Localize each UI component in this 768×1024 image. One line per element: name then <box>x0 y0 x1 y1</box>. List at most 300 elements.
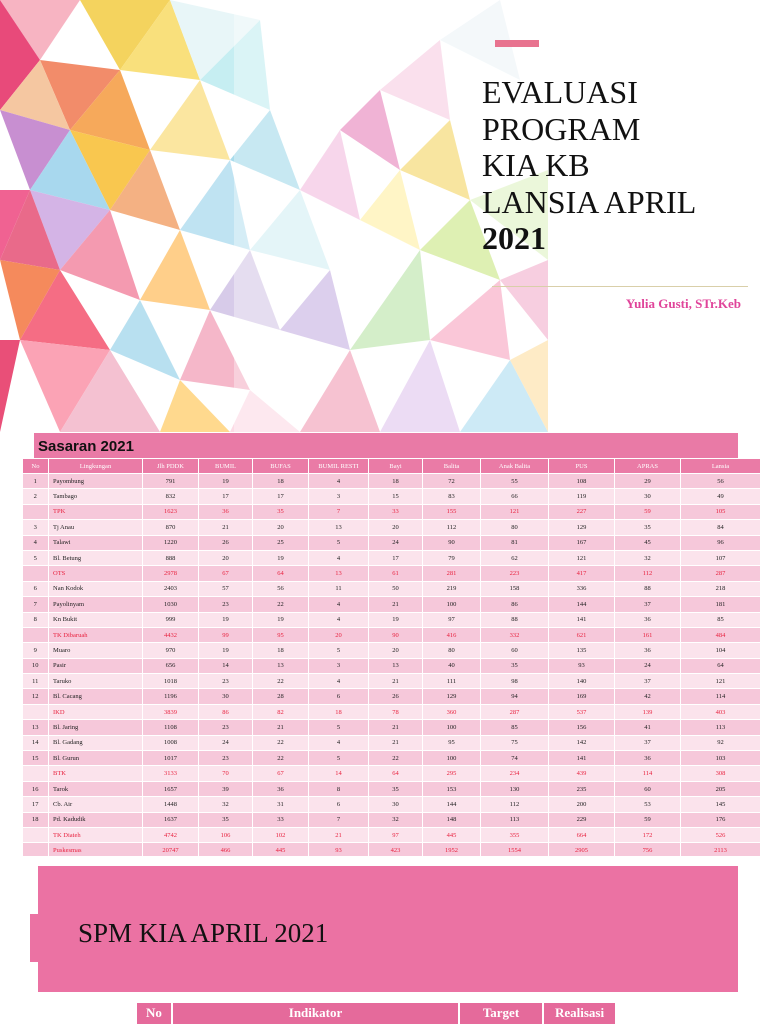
row-number: 6 <box>23 581 49 596</box>
value-cell: 223 <box>481 566 549 581</box>
value-cell: 55 <box>481 474 549 489</box>
lingkungan-cell: TPK <box>49 504 143 519</box>
table-row <box>23 735 761 750</box>
value-cell: 20 <box>309 627 369 642</box>
value-cell: 24 <box>369 535 423 550</box>
lingkungan-cell: OTS <box>49 566 143 581</box>
value-cell: 108 <box>549 474 615 489</box>
lingkungan-cell: Bl. Cacang <box>49 689 143 704</box>
value-cell: 82 <box>253 704 309 719</box>
value-cell: 234 <box>481 766 549 781</box>
table-row <box>23 689 761 704</box>
value-cell: 23 <box>199 674 253 689</box>
value-cell: 36 <box>615 643 681 658</box>
value-cell: 97 <box>423 612 481 627</box>
value-cell: 18 <box>309 704 369 719</box>
value-cell: 114 <box>615 766 681 781</box>
value-cell: 888 <box>143 550 199 565</box>
value-cell: 229 <box>549 812 615 827</box>
value-cell: 53 <box>615 797 681 812</box>
value-cell: 332 <box>481 627 549 642</box>
value-cell: 8 <box>309 781 369 796</box>
value-cell: 41 <box>615 720 681 735</box>
value-cell: 21 <box>369 735 423 750</box>
title-slide <box>0 0 768 432</box>
value-cell: 21 <box>309 827 369 842</box>
value-cell: 75 <box>481 735 549 750</box>
value-cell: 1108 <box>143 720 199 735</box>
value-cell: 1623 <box>143 504 199 519</box>
value-cell: 106 <box>199 827 253 842</box>
value-cell: 832 <box>143 489 199 504</box>
value-cell: 86 <box>481 597 549 612</box>
value-cell: 19 <box>369 612 423 627</box>
value-cell: 30 <box>369 797 423 812</box>
value-cell: 59 <box>615 504 681 519</box>
value-cell: 22 <box>253 597 309 612</box>
value-cell: 121 <box>549 550 615 565</box>
lingkungan-cell: Tambago <box>49 489 143 504</box>
value-cell: 756 <box>615 843 681 858</box>
row-number: 11 <box>23 674 49 689</box>
column-header: BUFAS <box>253 459 309 474</box>
value-cell: 20 <box>253 520 309 535</box>
value-cell: 93 <box>309 843 369 858</box>
table-row <box>23 674 761 689</box>
value-cell: 60 <box>481 643 549 658</box>
table-row <box>23 612 761 627</box>
value-cell: 970 <box>143 643 199 658</box>
value-cell: 218 <box>681 581 761 596</box>
value-cell: 61 <box>369 566 423 581</box>
value-cell: 72 <box>423 474 481 489</box>
value-cell: 62 <box>481 550 549 565</box>
value-cell: 80 <box>423 643 481 658</box>
row-number: 13 <box>23 720 49 735</box>
lingkungan-cell: Payolinyam <box>49 597 143 612</box>
row-number: 17 <box>23 797 49 812</box>
sasaran-slide <box>0 432 768 856</box>
value-cell: 664 <box>549 827 615 842</box>
row-number: 8 <box>23 612 49 627</box>
value-cell: 100 <box>423 751 481 766</box>
value-cell: 172 <box>615 827 681 842</box>
value-cell: 26 <box>199 535 253 550</box>
value-cell: 791 <box>143 474 199 489</box>
title-line: PROGRAM <box>482 110 641 147</box>
subtotal-row <box>23 827 761 842</box>
value-cell: 1196 <box>143 689 199 704</box>
value-cell: 37 <box>615 674 681 689</box>
value-cell: 13 <box>253 658 309 673</box>
value-cell: 156 <box>549 720 615 735</box>
value-cell: 227 <box>549 504 615 519</box>
value-cell: 21 <box>199 520 253 535</box>
value-cell: 102 <box>253 827 309 842</box>
value-cell: 66 <box>481 489 549 504</box>
value-cell: 4 <box>309 597 369 612</box>
value-cell: 4 <box>309 674 369 689</box>
value-cell: 39 <box>199 781 253 796</box>
value-cell: 23 <box>199 720 253 735</box>
value-cell: 3133 <box>143 766 199 781</box>
value-cell: 423 <box>369 843 423 858</box>
value-cell: 526 <box>681 827 761 842</box>
value-cell: 33 <box>369 504 423 519</box>
spm-header-realisasi: Realisasi <box>544 1003 617 1024</box>
value-cell: 67 <box>253 766 309 781</box>
value-cell: 200 <box>549 797 615 812</box>
value-cell: 3839 <box>143 704 199 719</box>
value-cell: 1657 <box>143 781 199 796</box>
row-number: 18 <box>23 812 49 827</box>
value-cell: 57 <box>199 581 253 596</box>
value-cell: 181 <box>681 597 761 612</box>
value-cell: 295 <box>423 766 481 781</box>
value-cell: 1448 <box>143 797 199 812</box>
table-header-row <box>23 459 761 474</box>
title-line: EVALUASI <box>482 74 638 110</box>
lingkungan-cell: IKD <box>49 704 143 719</box>
table-row <box>23 520 761 535</box>
value-cell: 11 <box>309 581 369 596</box>
lingkungan-cell: Puskesmas <box>49 843 143 858</box>
value-cell: 19 <box>199 612 253 627</box>
value-cell: 13 <box>369 658 423 673</box>
spm-header-indikator: Indikator <box>173 1003 460 1024</box>
value-cell: 141 <box>549 751 615 766</box>
table-row <box>23 781 761 796</box>
value-cell: 96 <box>681 535 761 550</box>
value-cell: 167 <box>549 535 615 550</box>
column-header: PUS <box>549 459 615 474</box>
value-cell: 153 <box>423 781 481 796</box>
value-cell: 158 <box>481 581 549 596</box>
value-cell: 113 <box>481 812 549 827</box>
row-number: 5 <box>23 550 49 565</box>
column-header: Lingkungan <box>49 459 143 474</box>
value-cell: 42 <box>615 689 681 704</box>
value-cell: 6 <box>309 797 369 812</box>
value-cell: 24 <box>615 658 681 673</box>
value-cell: 1952 <box>423 843 481 858</box>
value-cell: 31 <box>253 797 309 812</box>
value-cell: 22 <box>253 735 309 750</box>
value-cell: 7 <box>309 504 369 519</box>
value-cell: 32 <box>199 797 253 812</box>
row-number: 9 <box>23 643 49 658</box>
author-name: Yulia Gusti, STr.Keb <box>625 296 741 311</box>
title-line: 2021 <box>482 220 546 256</box>
column-header: Bayi <box>369 459 423 474</box>
value-cell: 99 <box>199 627 253 642</box>
value-cell: 17 <box>253 489 309 504</box>
value-cell: 19 <box>253 550 309 565</box>
table-title-bar <box>34 433 738 459</box>
value-cell: 155 <box>423 504 481 519</box>
value-cell: 36 <box>199 504 253 519</box>
lingkungan-cell: Tarok <box>49 781 143 796</box>
row-number: 14 <box>23 735 49 750</box>
row-number: 16 <box>23 781 49 796</box>
value-cell: 537 <box>549 704 615 719</box>
value-cell: 2403 <box>143 581 199 596</box>
value-cell: 466 <box>199 843 253 858</box>
value-cell: 145 <box>681 797 761 812</box>
value-cell: 32 <box>369 812 423 827</box>
value-cell: 20 <box>369 643 423 658</box>
row-number: 15 <box>23 751 49 766</box>
value-cell: 336 <box>549 581 615 596</box>
value-cell: 121 <box>681 674 761 689</box>
table-row <box>23 581 761 596</box>
presentation-title <box>482 74 762 257</box>
value-cell: 22 <box>253 751 309 766</box>
value-cell: 129 <box>549 520 615 535</box>
column-header: Jlh PDDK <box>143 459 199 474</box>
row-number <box>23 566 49 581</box>
value-cell: 656 <box>143 658 199 673</box>
value-cell: 13 <box>309 520 369 535</box>
row-number: 7 <box>23 597 49 612</box>
value-cell: 111 <box>423 674 481 689</box>
table-row <box>23 474 761 489</box>
value-cell: 20 <box>369 520 423 535</box>
value-cell: 4742 <box>143 827 199 842</box>
value-cell: 25 <box>253 535 309 550</box>
lingkungan-cell: Nan Kodok <box>49 581 143 596</box>
value-cell: 45 <box>615 535 681 550</box>
value-cell: 355 <box>481 827 549 842</box>
value-cell: 56 <box>253 581 309 596</box>
value-cell: 18 <box>253 643 309 658</box>
value-cell: 35 <box>615 520 681 535</box>
value-cell: 416 <box>423 627 481 642</box>
value-cell: 4 <box>309 474 369 489</box>
lingkungan-cell: Bl. Gadang <box>49 735 143 750</box>
value-cell: 86 <box>199 704 253 719</box>
value-cell: 17 <box>199 489 253 504</box>
lingkungan-cell: Bl. Betung <box>49 550 143 565</box>
value-cell: 484 <box>681 627 761 642</box>
geometric-background-art <box>0 0 548 432</box>
value-cell: 235 <box>549 781 615 796</box>
row-number <box>23 704 49 719</box>
value-cell: 35 <box>253 504 309 519</box>
accent-bar <box>495 40 539 47</box>
value-cell: 5 <box>309 643 369 658</box>
value-cell: 98 <box>481 674 549 689</box>
value-cell: 176 <box>681 812 761 827</box>
value-cell: 56 <box>681 474 761 489</box>
lingkungan-cell: Pd. Kadudik <box>49 812 143 827</box>
value-cell: 4 <box>309 735 369 750</box>
value-cell: 18 <box>369 474 423 489</box>
value-cell: 114 <box>681 689 761 704</box>
table-row <box>23 751 761 766</box>
value-cell: 15 <box>369 489 423 504</box>
row-number <box>23 504 49 519</box>
value-cell: 135 <box>549 643 615 658</box>
value-cell: 22 <box>253 674 309 689</box>
lingkungan-cell: TK Diateh <box>49 827 143 842</box>
value-cell: 113 <box>681 720 761 735</box>
value-cell: 144 <box>549 597 615 612</box>
column-header: Anak Balita <box>481 459 549 474</box>
value-cell: 19 <box>199 474 253 489</box>
value-cell: 84 <box>681 520 761 535</box>
value-cell: 2978 <box>143 566 199 581</box>
value-cell: 81 <box>481 535 549 550</box>
value-cell: 30 <box>199 689 253 704</box>
spm-title: SPM KIA APRIL 2021 <box>78 918 329 948</box>
value-cell: 445 <box>423 827 481 842</box>
column-header: No <box>23 459 49 474</box>
value-cell: 3 <box>309 489 369 504</box>
table-row <box>23 720 761 735</box>
value-cell: 105 <box>681 504 761 519</box>
value-cell: 24 <box>199 735 253 750</box>
value-cell: 161 <box>615 627 681 642</box>
table-row <box>23 812 761 827</box>
value-cell: 35 <box>481 658 549 673</box>
value-cell: 67 <box>199 566 253 581</box>
value-cell: 35 <box>369 781 423 796</box>
value-cell: 1030 <box>143 597 199 612</box>
row-number <box>23 627 49 642</box>
value-cell: 21 <box>369 674 423 689</box>
lingkungan-cell: Muaro <box>49 643 143 658</box>
row-number <box>23 766 49 781</box>
title-divider <box>492 286 748 287</box>
value-cell: 439 <box>549 766 615 781</box>
value-cell: 1008 <box>143 735 199 750</box>
value-cell: 23 <box>199 751 253 766</box>
value-cell: 7 <box>309 812 369 827</box>
value-cell: 30 <box>615 489 681 504</box>
value-cell: 20 <box>199 550 253 565</box>
value-cell: 14 <box>199 658 253 673</box>
value-cell: 2905 <box>549 843 615 858</box>
table-row <box>23 658 761 673</box>
value-cell: 403 <box>681 704 761 719</box>
value-cell: 144 <box>423 797 481 812</box>
table-row <box>23 489 761 504</box>
value-cell: 205 <box>681 781 761 796</box>
column-header: APRAS <box>615 459 681 474</box>
value-cell: 18 <box>253 474 309 489</box>
value-cell: 112 <box>481 797 549 812</box>
value-cell: 1018 <box>143 674 199 689</box>
value-cell: 64 <box>253 566 309 581</box>
value-cell: 1017 <box>143 751 199 766</box>
value-cell: 104 <box>681 643 761 658</box>
value-cell: 93 <box>549 658 615 673</box>
value-cell: 35 <box>199 812 253 827</box>
table-row <box>23 597 761 612</box>
value-cell: 13 <box>309 566 369 581</box>
row-number: 10 <box>23 658 49 673</box>
value-cell: 21 <box>369 597 423 612</box>
value-cell: 121 <box>481 504 549 519</box>
value-cell: 112 <box>423 520 481 535</box>
value-cell: 36 <box>615 751 681 766</box>
value-cell: 445 <box>253 843 309 858</box>
value-cell: 59 <box>615 812 681 827</box>
value-cell: 139 <box>615 704 681 719</box>
lingkungan-cell: Talawi <box>49 535 143 550</box>
value-cell: 85 <box>481 720 549 735</box>
value-cell: 21 <box>369 720 423 735</box>
value-cell: 22 <box>369 751 423 766</box>
subtotal-row <box>23 704 761 719</box>
value-cell: 4 <box>309 550 369 565</box>
spm-slide <box>0 856 768 1024</box>
subtotal-row <box>23 566 761 581</box>
value-cell: 80 <box>481 520 549 535</box>
value-cell: 219 <box>423 581 481 596</box>
value-cell: 142 <box>549 735 615 750</box>
value-cell: 64 <box>369 766 423 781</box>
lingkungan-cell: Bl. Gurun <box>49 751 143 766</box>
value-cell: 417 <box>549 566 615 581</box>
value-cell: 360 <box>423 704 481 719</box>
value-cell: 49 <box>681 489 761 504</box>
spm-header-no: No <box>137 1003 173 1024</box>
value-cell: 1637 <box>143 812 199 827</box>
value-cell: 4432 <box>143 627 199 642</box>
value-cell: 3 <box>309 658 369 673</box>
subtotal-row <box>23 504 761 519</box>
value-cell: 64 <box>681 658 761 673</box>
spm-header-target: Target <box>460 1003 544 1024</box>
value-cell: 36 <box>253 781 309 796</box>
row-number: 2 <box>23 489 49 504</box>
value-cell: 88 <box>615 581 681 596</box>
table-row <box>23 535 761 550</box>
value-cell: 103 <box>681 751 761 766</box>
lingkungan-cell: Cb. Air <box>49 797 143 812</box>
value-cell: 37 <box>615 597 681 612</box>
row-number: 12 <box>23 689 49 704</box>
value-cell: 999 <box>143 612 199 627</box>
subtotal-row <box>23 766 761 781</box>
value-cell: 26 <box>369 689 423 704</box>
value-cell: 6 <box>309 689 369 704</box>
lingkungan-cell: Pasir <box>49 658 143 673</box>
value-cell: 5 <box>309 720 369 735</box>
table-row <box>23 797 761 812</box>
value-cell: 85 <box>681 612 761 627</box>
subtotal-row <box>23 627 761 642</box>
value-cell: 20747 <box>143 843 199 858</box>
value-cell: 74 <box>481 751 549 766</box>
value-cell: 37 <box>615 735 681 750</box>
value-cell: 621 <box>549 627 615 642</box>
value-cell: 119 <box>549 489 615 504</box>
lingkungan-cell: Kn Bukit <box>49 612 143 627</box>
value-cell: 92 <box>681 735 761 750</box>
column-header: Balita <box>423 459 481 474</box>
value-cell: 870 <box>143 520 199 535</box>
sasaran-table <box>22 458 761 859</box>
value-cell: 23 <box>199 597 253 612</box>
row-number: 3 <box>23 520 49 535</box>
value-cell: 97 <box>369 827 423 842</box>
value-cell: 140 <box>549 674 615 689</box>
value-cell: 29 <box>615 474 681 489</box>
column-header: Lansia <box>681 459 761 474</box>
